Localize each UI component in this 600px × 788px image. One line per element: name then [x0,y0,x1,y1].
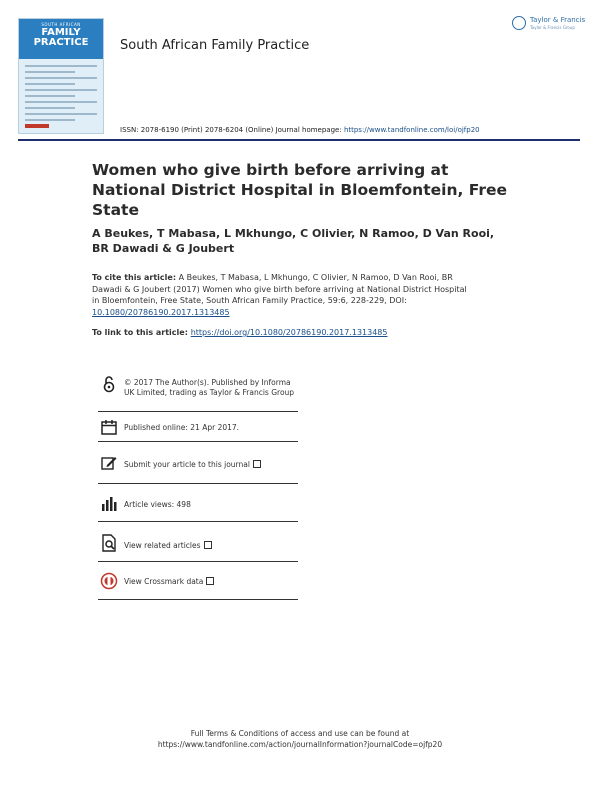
article-doi-url[interactable]: https://doi.org/10.1080/20786190.2017.1313485 [190,328,388,337]
submit-article-link[interactable] [124,459,298,470]
published-row [98,412,298,442]
journal-cover-thumbnail[interactable] [18,18,104,134]
publisher-logo-icon [512,16,526,30]
crossmark-text: View Crossmark data [124,577,204,586]
crossmark-row[interactable] [98,562,298,600]
open-access-lock-icon [100,375,118,393]
publisher-logo[interactable] [512,14,584,38]
calendar-icon [100,418,118,436]
article-title: Women who give birth before arriving at National District Hospital in Bloemfontein, Free State [92,161,508,219]
related-articles-text: View related articles [124,541,201,550]
external-link-icon [206,577,214,585]
submit-article-text: Submit your article to this journal [124,460,250,469]
article-authors: A Beukes, T Mabasa, L Mkhungo, C Olivier, N Ramoo, D Van Rooi, BR Dawadi & G Joubert [92,227,495,255]
cover-line-3: PRACTICE [33,37,89,48]
submit-row[interactable] [98,442,298,484]
article-link-line [92,328,388,337]
journal-homepage-link[interactable]: https://www.tandfonline.com/loi/ojfp20 [343,126,480,134]
cover-contents-lines [19,59,103,131]
citation-doi-link[interactable]: 10.1080/20786190.2017.1313485 [92,307,230,317]
external-link-icon [253,460,261,468]
views-row [98,484,298,522]
crossmark-icon [100,572,118,590]
license-row [98,372,298,412]
citation-label: To cite this article: [92,273,177,282]
cover-banner [19,19,103,59]
issn-line [120,126,480,134]
external-link-icon [204,541,212,549]
article-link-label: To link to this article: [92,328,191,337]
license-text: © 2017 The Author(s). Published by Informa UK Limited, trading as Taylor & Francis Group [124,378,295,397]
article-info-list [98,372,298,600]
cover-publisher-mark [25,124,49,128]
terms-url-link[interactable]: https://www.tandfonline.com/action/journalInformation?journalCode=ojfp20 [157,740,443,749]
cover-line-1: SOUTH AFRICAN [41,22,81,27]
related-articles-search-icon [100,534,118,552]
journal-name: South African Family Practice [120,38,310,53]
related-articles-link[interactable] [124,540,298,551]
article-views: Article views: 498 [124,500,191,509]
cover-line-2: FAMILY [41,27,81,38]
publisher-group: Taylor & Francis Group [530,25,575,30]
crossmark-link[interactable] [124,576,298,587]
citation-text: A Beukes, T Mabasa, L Mkhungo, C Olivier, N Ramoo, D Van Rooi, BR Dawadi & G Joubert (2017) Women who give birth before arriving at National District Hospital in Bloemfontein, Free State, South African Family Practice, 59:6, 228-229, DOI: [92,273,467,305]
published-date: Published online: 21 Apr 2017. [124,423,240,432]
header-divider [18,139,580,141]
citation-block [92,272,472,318]
edit-pencil-icon [100,454,118,472]
bar-chart-icon [100,495,118,513]
issn-text: ISSN: 2078-6190 (Print) 2078-6204 (Online) Journal homepage: [120,126,344,134]
related-row[interactable] [98,522,298,562]
terms-footer [0,728,600,750]
terms-text: Full Terms & Conditions of access and use can be found at [190,729,410,738]
publisher-name: Taylor & Francis [530,16,586,24]
